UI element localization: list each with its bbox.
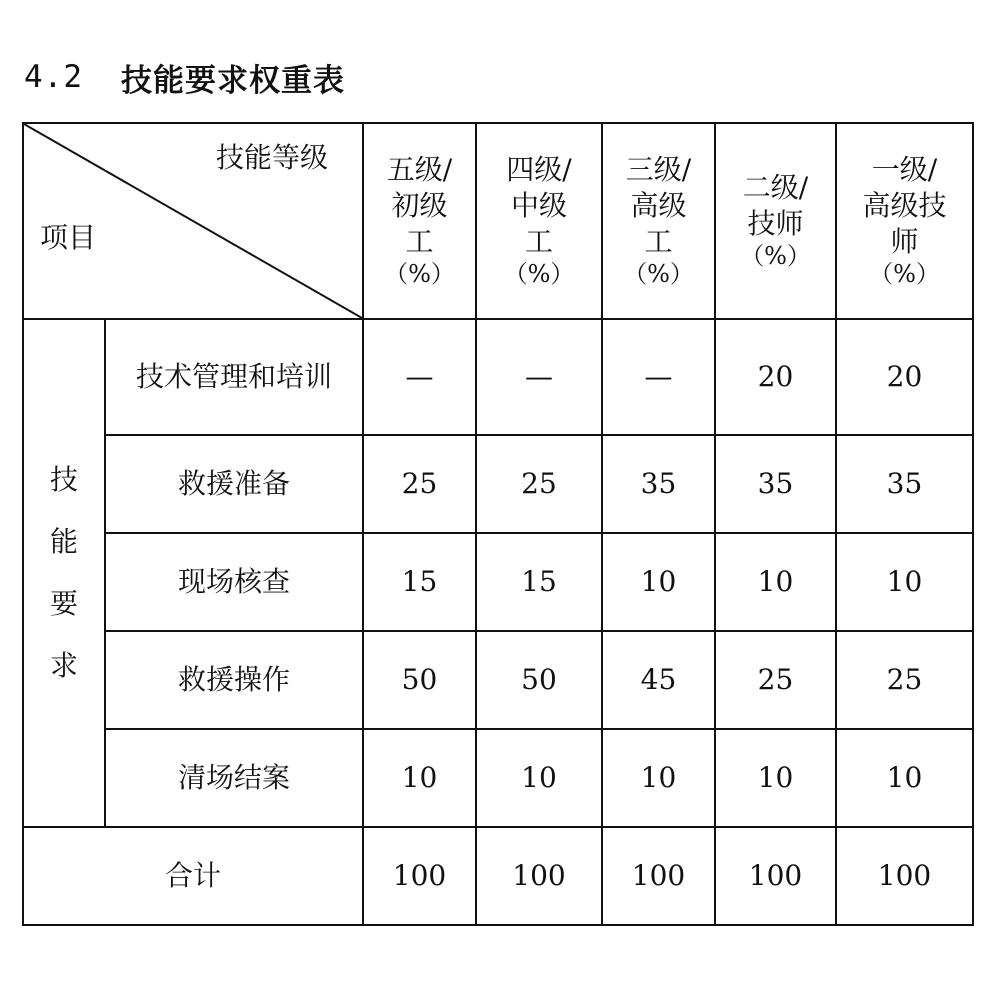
level-header-line1: 二级/ (742, 170, 809, 204)
table-row (23, 319, 973, 435)
table-cell: 15 (363, 533, 476, 631)
level-header-unit: （%） (740, 242, 811, 271)
level-header-line1: 五级/ (386, 152, 453, 186)
table-cell: — (476, 319, 602, 435)
table-cell: 10 (836, 533, 973, 631)
level-header-line3: 工 (524, 224, 553, 258)
table-cell: 25 (836, 631, 973, 729)
level-header-line1: 三级/ (625, 152, 692, 186)
skill-weight-table (22, 122, 974, 926)
level-header-line2: 技师 (747, 206, 804, 240)
level-header-line2: 高级 (630, 188, 687, 222)
group-label-char: 能 (49, 525, 78, 558)
table-cell: 25 (476, 435, 602, 533)
group-label-char: 求 (49, 649, 78, 682)
level-header-line2: 初级 (391, 188, 448, 222)
header-row (23, 123, 973, 319)
level-header-unit: （%） (623, 260, 694, 289)
section-number: 4.2 (24, 59, 83, 95)
row-item-label: 现场核查 (105, 533, 363, 631)
table-cell: 50 (476, 631, 602, 729)
level-header-line2: 中级 (510, 188, 567, 222)
corner-label-skill-level: 技能等级 (215, 141, 328, 174)
table-row (23, 533, 973, 631)
row-item-label: 技术管理和培训 (105, 319, 363, 435)
level-header-line2: 高级技 (862, 188, 947, 222)
table-cell: 10 (715, 729, 836, 827)
level-header-unit: （%） (503, 260, 575, 289)
level-header-line1: 四级/ (506, 152, 572, 186)
level-header-3 (602, 123, 715, 319)
level-header-unit: （%） (384, 260, 455, 289)
total-row (23, 827, 973, 925)
total-cell: 100 (836, 827, 973, 925)
total-cell: 100 (715, 827, 836, 925)
table-cell: — (363, 319, 476, 435)
level-header-4 (476, 123, 602, 319)
level-header-line1: 一级/ (871, 152, 938, 186)
total-cell: 100 (476, 827, 602, 925)
table-cell: 15 (476, 533, 602, 631)
level-header-line3: 师 (890, 224, 919, 258)
section-heading (24, 55, 345, 99)
table-cell: 50 (363, 631, 476, 729)
table-cell: 35 (836, 435, 973, 533)
corner-label-item: 项目 (40, 221, 97, 254)
group-label-skill-requirements (23, 319, 105, 827)
table-cell: 35 (715, 435, 836, 533)
table-row (23, 729, 973, 827)
table-cell: 25 (715, 631, 836, 729)
level-header-line3: 工 (405, 224, 434, 258)
level-header-2 (715, 123, 836, 319)
skill-weight-table-container (22, 122, 974, 926)
group-label-char: 要 (49, 587, 78, 620)
table-cell: 20 (715, 319, 836, 435)
table-row (23, 435, 973, 533)
table-row (23, 631, 973, 729)
table-cell: 20 (836, 319, 973, 435)
level-header-unit: （%） (869, 260, 940, 289)
table-cell: 10 (602, 533, 715, 631)
total-label: 合计 (23, 827, 363, 925)
table-cell: 10 (836, 729, 973, 827)
table-cell: — (602, 319, 715, 435)
total-cell: 100 (363, 827, 476, 925)
table-cell: 45 (602, 631, 715, 729)
total-cell: 100 (602, 827, 715, 925)
table-cell: 25 (363, 435, 476, 533)
section-title: 技能要求权重表 (121, 62, 345, 99)
row-item-label: 救援操作 (105, 631, 363, 729)
level-header-5 (363, 123, 476, 319)
table-cell: 10 (363, 729, 476, 827)
corner-header-cell (23, 123, 363, 319)
level-header-line3: 工 (644, 224, 673, 258)
level-header-1 (836, 123, 973, 319)
group-label-char: 技 (49, 463, 78, 496)
table-cell: 10 (476, 729, 602, 827)
row-item-label: 救援准备 (105, 435, 363, 533)
table-cell: 10 (715, 533, 836, 631)
table-cell: 35 (602, 435, 715, 533)
table-cell: 10 (602, 729, 715, 827)
row-item-label: 清场结案 (105, 729, 363, 827)
